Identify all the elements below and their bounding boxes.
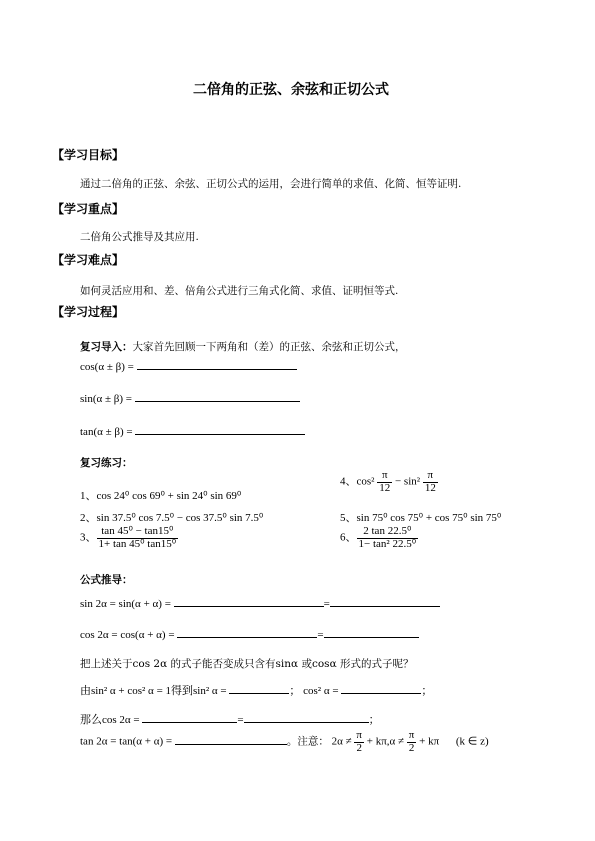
practice-item-4 (340, 470, 438, 494)
answer-blank[interactable] (244, 711, 369, 723)
formula-label: 那么cos 2α = (80, 714, 140, 726)
formula-label: 2α ≠ (331, 735, 352, 748)
derivation-then (80, 711, 380, 727)
formula-label: tan 2α = tan(α + α) = (80, 735, 173, 748)
formula-label: + kπ (419, 735, 440, 748)
fraction-denominator: 2 (356, 741, 362, 754)
item-number: 6、 (340, 531, 357, 544)
fraction-denominator: 1+ tan 45⁰ tan15⁰ (98, 537, 177, 550)
semicolon: ； (368, 714, 380, 726)
review-intro-label: 复习导入： (80, 341, 133, 353)
formula-label: tan(α ± β) = (80, 426, 133, 438)
equals: = (237, 714, 244, 726)
derivation-from (80, 682, 432, 698)
practice-item-5: 5、sin 75⁰ cos 75⁰ + cos 75⁰ sin 75⁰ (340, 512, 502, 524)
formula-label: sin(α ± β) = (80, 393, 133, 405)
item-number: 4、cos² (340, 475, 375, 488)
answer-blank[interactable] (142, 711, 237, 723)
derivation-sin2a (80, 595, 440, 610)
fraction-numerator: π (356, 729, 362, 741)
key-text: 二倍角公式推导及其应用. (80, 231, 199, 243)
formula-label: cos 2α = cos(α + α) = (80, 629, 175, 641)
note-label: 。注意： (286, 736, 329, 748)
answer-blank[interactable] (324, 626, 419, 638)
review-intro-text: 大家首先回顾一下两角和（差）的正弦、余弦和正切公式， (132, 341, 406, 353)
answer-blank[interactable] (177, 626, 317, 638)
fraction-denominator: 12 (379, 481, 391, 494)
answer-blank[interactable] (229, 682, 289, 694)
semicolon: ； (289, 685, 301, 697)
derivation-cos2a (80, 626, 419, 641)
heading-key: 【学习重点】 (52, 202, 125, 216)
fraction-numerator: 2 tan 22.5⁰ (357, 526, 419, 539)
derivation-question: 把上述关于cos 2α 的式子能否变成只含有sinα 或cosα 形式的式子呢？ (80, 658, 414, 670)
derivation-label: 公式推导： (80, 574, 133, 586)
fraction-numerator: tan 45⁰ − tan15⁰ (97, 526, 179, 539)
equals: = (317, 629, 324, 641)
answer-blank[interactable] (135, 390, 300, 402)
derivation-tan2a (80, 730, 489, 754)
semicolon: ； (421, 685, 433, 697)
formula-label: + kπ,α ≠ (366, 735, 405, 748)
answer-blank[interactable] (137, 358, 297, 370)
answer-blank[interactable] (135, 423, 305, 435)
heading-process: 【学习过程】 (52, 305, 125, 319)
equals: = (323, 598, 330, 610)
review-intro (80, 335, 406, 354)
answer-blank[interactable] (175, 733, 287, 745)
heading-difficulty: 【学习难点】 (52, 253, 125, 267)
fraction-numerator: π (408, 729, 415, 741)
fraction-numerator: π (377, 470, 392, 483)
fraction-denominator: 12 (424, 481, 436, 494)
fraction-numerator: π (423, 470, 438, 483)
answer-blank[interactable] (341, 682, 421, 694)
review-formula-sin (80, 390, 300, 405)
k-condition: (k ∈ z) (455, 735, 489, 748)
formula-label: sin 2α = sin(α + α) = (80, 598, 171, 610)
item-number: 3、 (80, 531, 97, 544)
formula-label: cos(α ± β) = (80, 361, 134, 373)
operator: − sin² (394, 475, 421, 488)
review-formula-cos (80, 358, 297, 373)
difficulty-text: 如何灵活应用和、差、倍角公式进行三角式化简、求值、证明恒等式. (80, 285, 399, 297)
formula-label: 由sin² α + cos² α = 1得到sin² α = (80, 685, 227, 697)
practice-label: 复习练习： (80, 457, 133, 469)
goal-text: 通过二倍角的正弦、余弦、正切公式的运用，会进行简单的求值、化简、恒等证明. (80, 178, 462, 190)
practice-item-6 (340, 526, 418, 550)
answer-blank[interactable] (330, 595, 440, 607)
answer-blank[interactable] (174, 595, 324, 607)
review-formula-tan (80, 423, 305, 438)
fraction-denominator: 1− tan² 22.5⁰ (358, 537, 417, 550)
fraction-denominator: 2 (408, 741, 415, 754)
practice-item-2: 2、sin 37.5⁰ cos 7.5⁰ − cos 37.5⁰ sin 7.5⁰ (80, 512, 264, 524)
practice-item-3 (80, 526, 178, 550)
formula-label: cos² α = (303, 685, 339, 697)
practice-item-1: 1、cos 24⁰ cos 69⁰ + sin 24⁰ sin 69⁰ (80, 490, 242, 502)
heading-goal: 【学习目标】 (52, 148, 125, 162)
page-title: 二倍角的正弦、余弦和正切公式 (193, 82, 389, 98)
